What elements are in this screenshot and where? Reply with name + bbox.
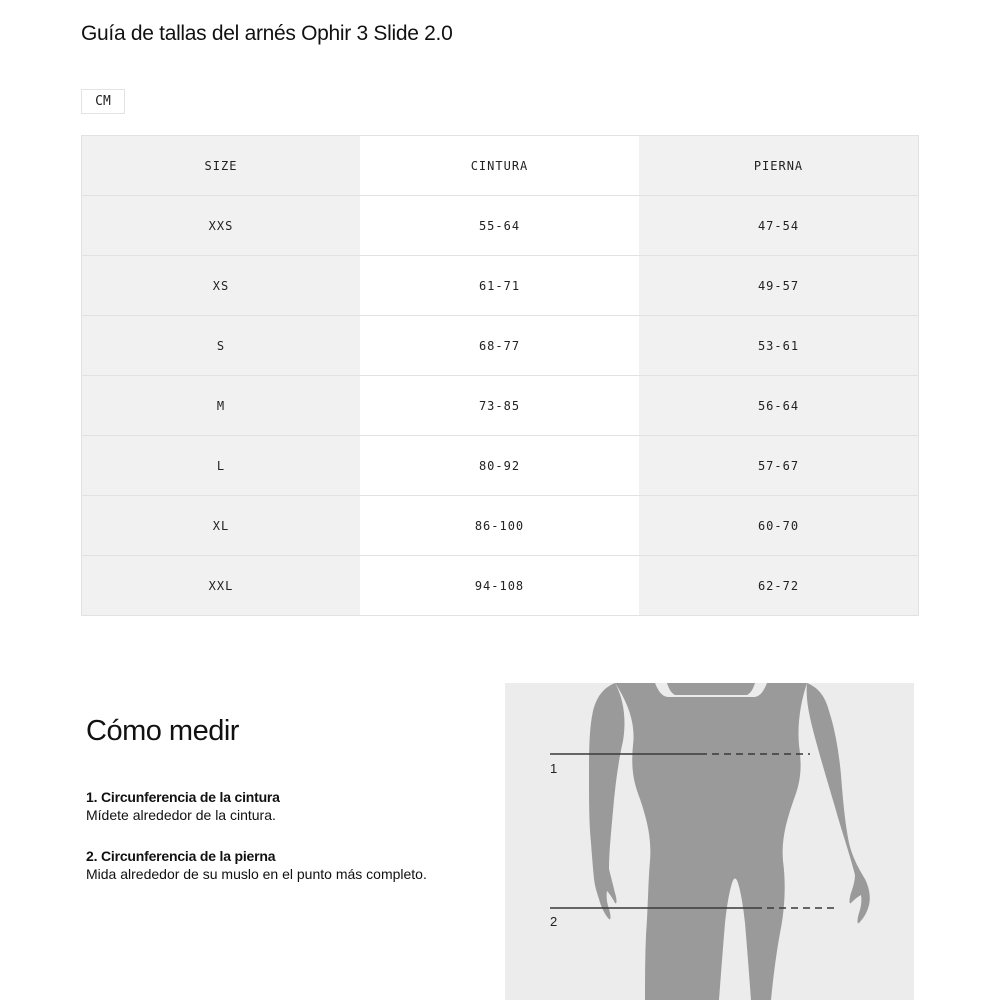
measure-step-waist	[86, 788, 280, 824]
measure-step-leg	[86, 847, 427, 883]
left-arm-silhouette	[589, 683, 624, 919]
table-cell-size: XL	[82, 496, 360, 556]
table-cell-leg: 57-67	[639, 436, 918, 496]
unit-cm-tab[interactable]: CM	[81, 89, 125, 114]
table-cell-leg: 60-70	[639, 496, 918, 556]
waist-marker-label: 1	[550, 761, 558, 776]
table-cell-waist: 73-85	[360, 376, 639, 436]
table-cell-size: XXS	[82, 196, 360, 256]
body-measurement-illustration	[505, 683, 914, 1000]
table-cell-waist: 80-92	[360, 436, 639, 496]
table-cell-leg: 47-54	[639, 196, 918, 256]
table-header-leg: PIERNA	[639, 136, 918, 196]
body-silhouette-svg	[505, 683, 914, 1000]
table-cell-leg: 49-57	[639, 256, 918, 316]
step-description: Mida alrededor de su muslo en el punto más completo.	[86, 866, 427, 882]
size-table	[81, 135, 919, 616]
table-cell-leg: 62-72	[639, 556, 918, 615]
leg-marker-label: 2	[550, 914, 558, 929]
body-silhouette	[615, 683, 807, 1000]
table-cell-leg: 53-61	[639, 316, 918, 376]
table-cell-size: S	[82, 316, 360, 376]
table-cell-size: XS	[82, 256, 360, 316]
table-header-waist: CINTURA	[360, 136, 639, 196]
page-title: Guía de tallas del arnés Ophir 3 Slide 2.0	[81, 22, 453, 45]
table-cell-waist: 68-77	[360, 316, 639, 376]
table-cell-size: XXL	[82, 556, 360, 615]
table-header-size: SIZE	[82, 136, 360, 196]
step-title: 1. Circunferencia de la cintura	[86, 789, 280, 805]
right-arm-silhouette	[807, 683, 870, 923]
table-cell-waist: 61-71	[360, 256, 639, 316]
table-cell-size: M	[82, 376, 360, 436]
step-description: Mídete alrededor de la cintura.	[86, 807, 276, 823]
step-title: 2. Circunferencia de la pierna	[86, 848, 276, 864]
table-cell-leg: 56-64	[639, 376, 918, 436]
table-cell-waist: 55-64	[360, 196, 639, 256]
table-cell-size: L	[82, 436, 360, 496]
table-cell-waist: 86-100	[360, 496, 639, 556]
neck-silhouette	[667, 683, 755, 695]
how-to-measure-heading: Cómo medir	[86, 715, 239, 747]
table-cell-waist: 94-108	[360, 556, 639, 615]
